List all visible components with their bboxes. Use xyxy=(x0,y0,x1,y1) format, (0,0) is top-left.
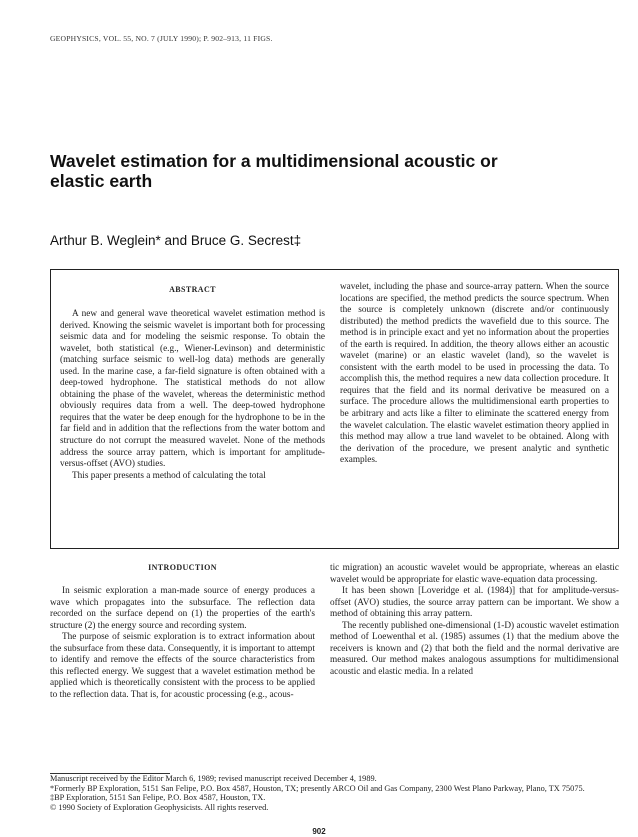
article-authors: Arthur B. Weglein* and Bruce G. Secrest‡ xyxy=(50,233,302,248)
page-number: 902 xyxy=(312,827,326,836)
journal-header: GEOPHYSICS, VOL. 55, NO. 7 (JULY 1990); P. 902–913, 11 FIGS. xyxy=(50,34,273,43)
body-paragraph: tic migration) an acoustic wavelet would be appropriate, whereas an elastic wavelet would be appropriate for elastic wave-equation data processing. xyxy=(330,563,619,585)
abstract-right-column xyxy=(340,282,609,467)
abstract-heading: ABSTRACT xyxy=(169,285,216,294)
abstract-paragraph: This paper presents a method of calculating the total xyxy=(72,470,266,481)
abstract-left-column xyxy=(60,309,325,482)
body-paragraph: The recently published one-dimensional (1-D) acoustic wavelet estimation method of Loewenthal et al. (1985) assumes (1) that the medium above the receivers is known and (2) that both the field and the normal derivative are measured. Our method makes analogous assumptions for multidimensional acoustic and elastic media. In a related xyxy=(330,620,619,677)
footnote-author-1: *Formerly BP Exploration, 5151 San Felipe, P.O. Box 4587, Houston, TX; presently ARCO Oil and Gas Company, 2300 West Plano Parkway, Plano, TX 75075. xyxy=(50,783,585,793)
introduction-right-column xyxy=(330,563,619,678)
abstract-paragraph: wavelet, including the phase and source-array pattern. When the source locations are specified, the method predicts the source spectrum. When the source is completely unknown (discrete and/or continuously distributed) the method predicts the wavefield due to this source. The method is in principle exact and yet no information about the properties of the earth is required. In addition, the theory allows either an acoustic wavelet (marine) or an elastic wavelet (land), so the wavelet is consistent with the earth model to be used in processing the data. To accomplish this, the method requires a new data collection procedure. It requires that the field and its normal derivative be measured on a surface. The procedure allows the multidimensional earth properties to be arbitrary and acts like a filter to eliminate the scattered energy from the wavelet calculation. The elastic wavelet estimation theory applied in this method may allow a true land wavelet to be obtained. Along with the derivation of the procedure, we present analytic and synthetic examples. xyxy=(340,282,609,466)
footnote-copyright: © 1990 Society of Exploration Geophysicists. All rights reserved. xyxy=(50,802,269,812)
introduction-heading: INTRODUCTION xyxy=(148,563,217,572)
abstract-paragraph: A new and general wave theoretical wavelet estimation method is derived. Knowing the seismic wavelet is important both for processing seismic data and for modeling the seismic response. To obtain the wavelet, both statistical (e.g., Wiener-Levinson) and deterministic (matching surface seismic to well-log data) methods are generally used. In the marine case, a far-field signature is often obtained with a deep-towed hydrophone. The statistical methods do not allow obtaining the phase of the wavelet, whereas the deterministic method obviously requires data from a well. The deep-towed hydrophone requires that the water be deep enough for the hydrophone to be in the far field and in addition that the reflections from the water bottom and structure do not corrupt the measured wavelet. None of the methods address the source array pattern, which is important for amplitude-versus-offset (AVO) studies. xyxy=(60,309,325,470)
footnote-author-2: ‡BP Exploration, 5151 San Felipe, P.O. Box 4587, Houston, TX. xyxy=(50,793,266,803)
footnote-received: Manuscript received by the Editor March 6, 1989; revised manuscript received December 4, 1989. xyxy=(50,774,377,783)
article-title: Wavelet estimation for a multidimensional acoustic or elastic earth xyxy=(50,151,498,191)
body-paragraph: In seismic exploration a man-made source of energy produces a wave which propagates into the subsurface. The reflection data recorded on the surface depend on (1) the properties of the earth's structure (2) the energy source and recording system. xyxy=(50,586,315,631)
body-paragraph: The purpose of seismic exploration is to extract information about the subsurface from these data. Consequently, it is important to attempt to identify and remove the effects of the source characteristics from this reflected energy. We suggest that a wavelet estimation method be applied which is theoretically consistent with the process to be applied to the reflection data. That is, for acoustic processing (e.g., acous- xyxy=(50,632,315,700)
introduction-left-column xyxy=(50,586,315,701)
footnotes xyxy=(50,774,619,812)
body-paragraph: It has been shown [Loveridge et al. (1984)] that for amplitude-versus-offset (AVO) studies, the source array pattern can be important. We show a method of obtaining this array pattern. xyxy=(330,586,619,620)
